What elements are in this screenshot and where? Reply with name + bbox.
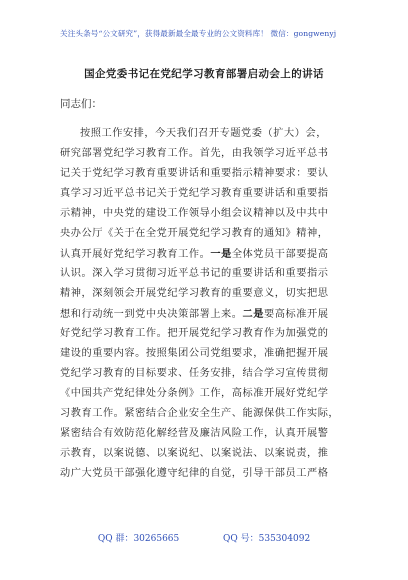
text-segment: 动广大党员干部强化遵守纪律的自觉，引导干部员工严格 [60,468,329,479]
body-text-line [60,424,352,444]
text-segment: 紧密结合有效防范化解经营及廉洁风险工作，认真开展警 [60,428,329,439]
qq-group-number: QQ 群：30265665 [97,534,180,544]
text-segment: 示精神，中央党的建设工作领导小组会议精神以及中共中 [60,208,329,219]
text-segment: 记关于党纪学习教育重要讲话和重要指示精神要求：要认 [60,168,329,179]
text-segment: 想和行动统一到党中央决策部署上来。 [60,309,243,320]
bottom-contact-banner [0,531,408,544]
text-segment: 精神，深刻领会开展党纪学习教育的重要意义，切实把思 [60,288,329,299]
document-body [60,124,352,484]
top-promo-banner: 关注头条号“公文研究”，获得最新最全最专业的公文资料库！ 微信：gongwenyj [60,29,337,38]
body-text-line [60,144,352,164]
body-text-line [60,464,352,484]
body-text-line [60,364,352,384]
emphasis-text: 二是 [242,308,265,320]
text-segment: 按照工作安排，今天我们召开专题党委（扩大）会， [80,128,327,139]
text-segment: 习教育工作。紧密结合企业安全生产、能源保供工作实际， [60,408,340,419]
text-segment: 研究部署党纪学习教育工作。首先，由我领学习近平总书 [60,148,329,159]
body-text-line [60,244,352,264]
text-segment: 央办公厅《关于在全党开展党纪学习教育的通知》精神， [60,228,329,239]
body-text-line [60,124,352,144]
body-text-line [60,264,352,284]
text-segment: 示教育，以案说德、以案说纪、以案说法、以案说责，推 [60,448,329,459]
body-text-line [60,304,352,324]
body-text-line [60,224,352,244]
emphasis-text: 一是 [210,248,232,260]
text-segment: 全体党员干部要提高 [231,249,329,260]
text-segment: 认识。深入学习贯彻习近平总书记的重要讲话和重要指示 [60,268,329,279]
body-text-line [60,444,352,464]
body-text-line [60,384,352,404]
text-segment: 认真开展好党纪学习教育工作。 [60,249,211,260]
body-text-line [60,184,352,204]
text-segment: 党纪学习教育的目标要求、任务安排，结合学习宣传贯彻 [60,368,329,379]
body-text-line [60,324,352,344]
document-title: 国企党委书记在党纪学习教育部署启动会上的讲话 [84,68,324,80]
body-text-line [60,344,352,364]
body-text-line [60,164,352,184]
body-text-line [60,284,352,304]
text-segment: 真学习习近平总书记关于党纪学习教育重要讲话和重要指 [60,188,329,199]
text-segment: 要高标准开展 [264,309,329,320]
salutation: 同志们： [60,98,102,110]
body-text-line [60,204,352,224]
qq-number: QQ 号：535304092 [223,534,311,544]
text-segment: 《中国共产党纪律处分条例》工作，高标准开展好党纪学 [60,388,329,399]
text-segment: 建设的重要内容。按照集团公司党组要求，准确把握开展 [60,348,329,359]
text-segment: 好党纪学习教育工作。把开展党纪学习教育作为加强党的 [60,328,329,339]
body-text-line [60,404,352,424]
